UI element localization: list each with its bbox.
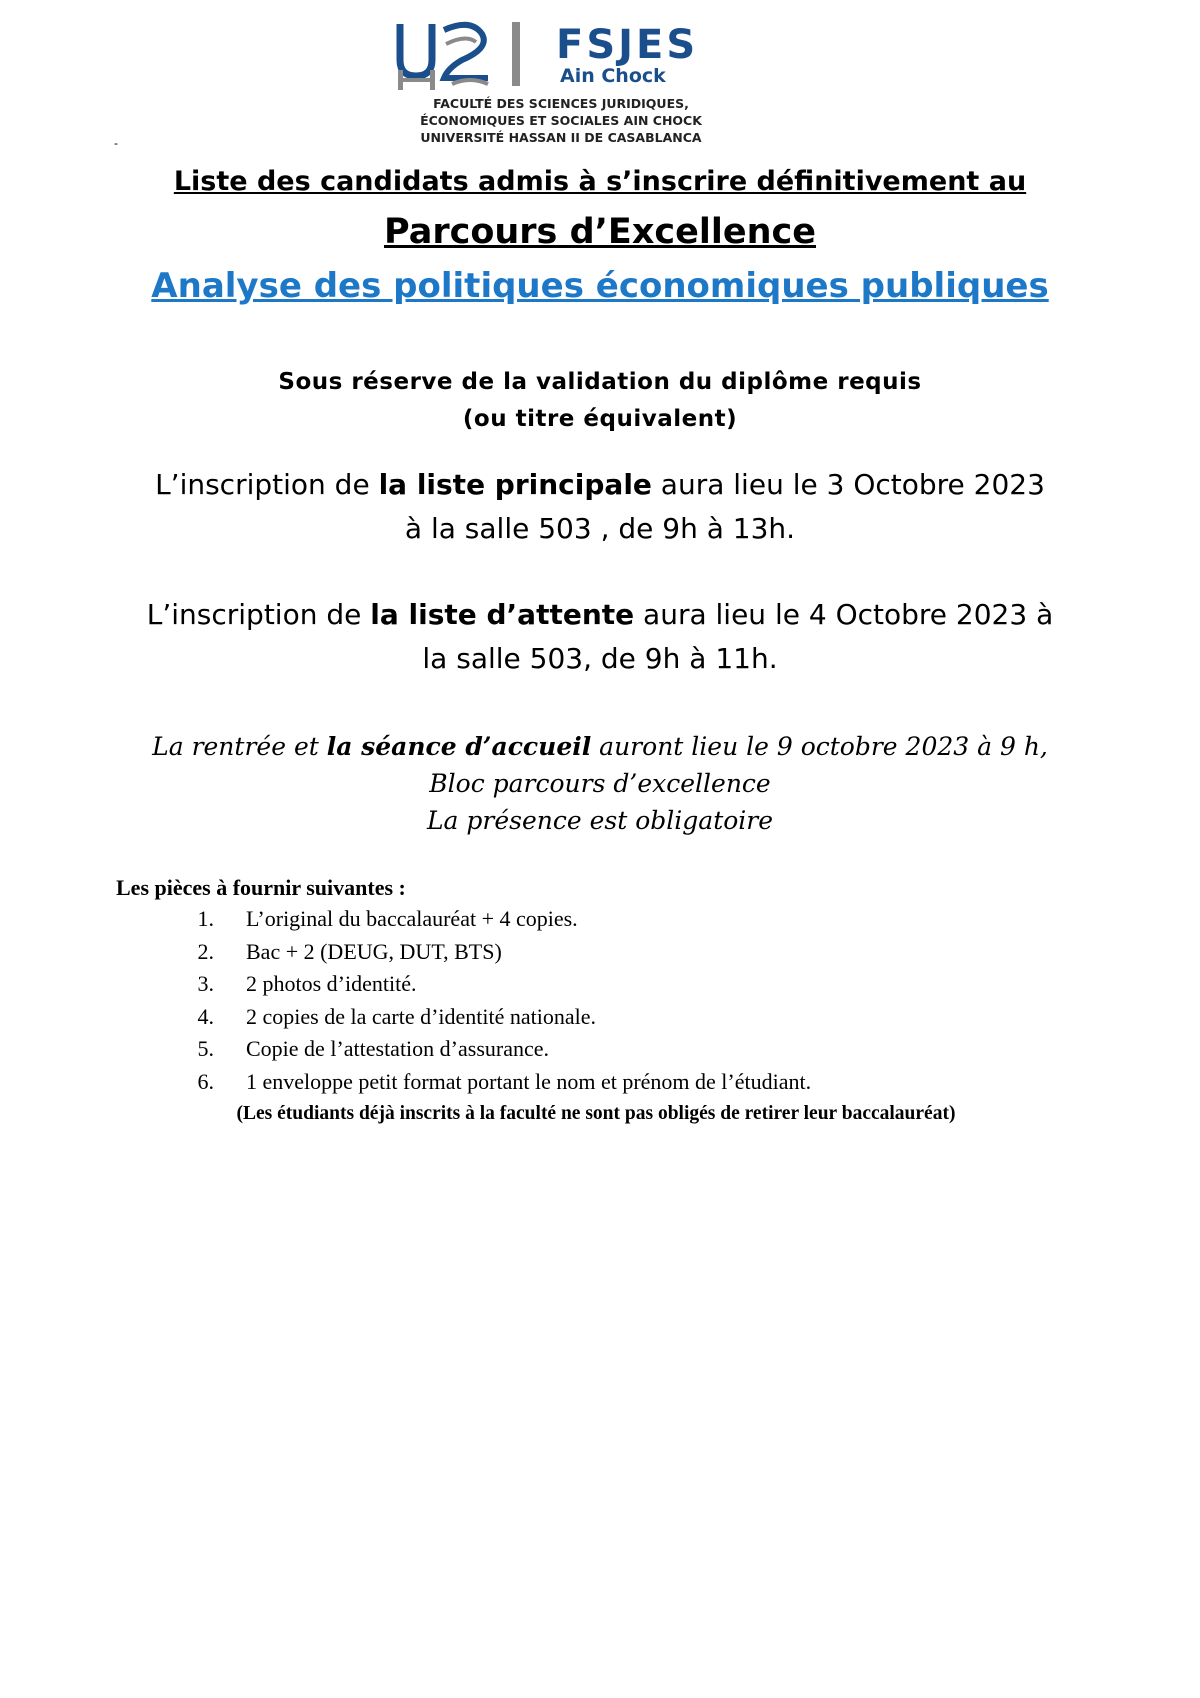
list-item-text: Copie de l’attestation d’assurance. bbox=[246, 1036, 550, 1062]
main-list-prefix: L’inscription de bbox=[155, 468, 379, 501]
list-item bbox=[186, 1066, 811, 1099]
faculty-logo bbox=[396, 20, 726, 146]
documents-list bbox=[186, 903, 811, 1099]
documents-title: Les pièces à fournir suivantes : bbox=[116, 875, 406, 900]
list-item-text: 2 copies de la carte d’identité nationale. bbox=[246, 1003, 597, 1029]
main-list-registration bbox=[0, 463, 1200, 551]
list-item bbox=[186, 1001, 811, 1034]
list-item-number: 2. bbox=[197, 938, 214, 964]
list-item-number: 1. bbox=[197, 906, 214, 931]
list-item-number: 3. bbox=[197, 971, 214, 997]
program-subtitle bbox=[0, 263, 1200, 309]
welcome-prefix: La rentrée et bbox=[152, 732, 327, 761]
list-item bbox=[186, 903, 811, 936]
logo-line-domains: ÉCONOMIQUES ET SOCIALES AIN CHOCK bbox=[420, 113, 702, 128]
main-list-line-2: à la salle 503 , de 9h à 13h. bbox=[404, 512, 796, 545]
list-item-text: 2 photos d’identité. bbox=[246, 971, 417, 997]
reserve-line-2: (ou titre équivalent) bbox=[462, 406, 738, 432]
documents-note: (Les étudiants déjà inscrits à la faculté ne sont pas obligés de retirer leur baccalauréat) bbox=[236, 1103, 956, 1124]
welcome-line-2: Bloc parcours d’excellence bbox=[429, 769, 771, 798]
title-line-2: Parcours d’Excellence bbox=[383, 212, 817, 252]
page-title bbox=[0, 164, 1200, 200]
logo-line-university: UNIVERSITÉ HASSAN II DE CASABLANCA bbox=[420, 130, 702, 145]
program-title bbox=[0, 209, 1200, 255]
logo-line-faculty: FACULTÉ DES SCIENCES JURIDIQUES, bbox=[433, 96, 689, 111]
list-item-number: 5. bbox=[197, 1036, 214, 1062]
main-list-emphasis: la liste principale bbox=[378, 468, 652, 501]
welcome-session-notice bbox=[0, 728, 1200, 839]
title-line-1: Liste des candidats admis à s’inscrire définitivement au bbox=[173, 166, 1027, 197]
list-item-text: Bac + 2 (DEUG, DUT, BTS) bbox=[246, 938, 502, 964]
waiting-list-line-2: la salle 503, de 9h à 11h. bbox=[422, 642, 778, 675]
welcome-suffix: auront lieu le 9 octobre 2023 à 9 h, bbox=[591, 732, 1048, 761]
list-item-text: 1 enveloppe petit format portant le nom et prénom de l’étudiant. bbox=[246, 1068, 812, 1094]
list-item bbox=[186, 968, 811, 1001]
main-list-suffix: aura lieu le 3 Octobre 2023 bbox=[651, 468, 1045, 501]
welcome-emphasis: la séance d’accueil bbox=[326, 732, 592, 761]
uh2c-emblem-icon bbox=[396, 20, 546, 92]
logo-graphic bbox=[396, 20, 726, 94]
list-item-text: L’original du baccalauréat + 4 copies. bbox=[246, 906, 578, 931]
logo-subtitle: Ain Chock bbox=[560, 65, 666, 87]
waiting-list-registration bbox=[0, 593, 1200, 681]
waiting-list-emphasis: la liste d’attente bbox=[370, 598, 635, 631]
reserve-line-1: Sous réserve de la validation du diplôme requis bbox=[278, 369, 922, 395]
waiting-list-prefix: L’inscription de bbox=[146, 598, 371, 631]
list-item-number: 4. bbox=[197, 1003, 214, 1029]
logo-acronym: FSJES bbox=[556, 22, 699, 68]
documents-section bbox=[116, 872, 406, 903]
waiting-list-suffix: aura lieu le 4 Octobre 2023 à bbox=[634, 598, 1054, 631]
list-item bbox=[186, 936, 811, 969]
welcome-line-3: La présence est obligatoire bbox=[426, 806, 774, 835]
stray-mark: - bbox=[114, 136, 118, 150]
list-item bbox=[186, 1033, 811, 1066]
title-line-3: Analyse des politiques économiques publiques bbox=[151, 266, 1049, 306]
reserve-notice bbox=[0, 364, 1200, 438]
list-item-number: 6. bbox=[197, 1068, 214, 1094]
